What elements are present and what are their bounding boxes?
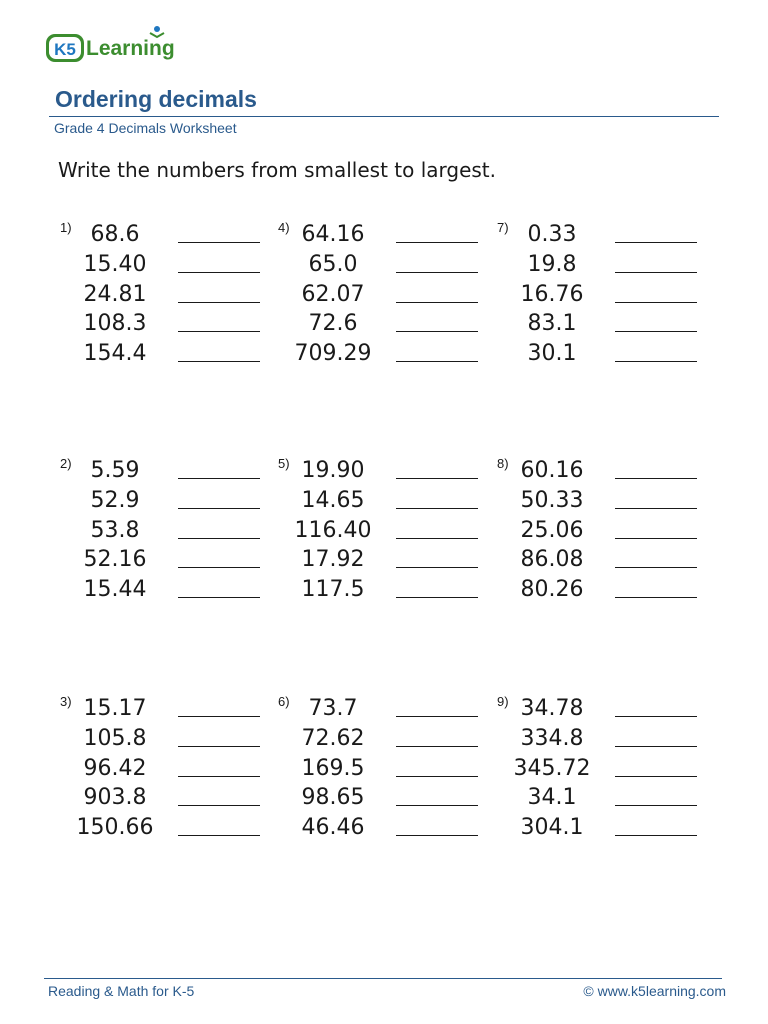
page-title: Ordering decimals xyxy=(55,86,257,112)
answer-blank[interactable] xyxy=(178,339,260,369)
answer-blank[interactable] xyxy=(615,545,697,575)
decimal-number: 34.1 xyxy=(527,785,577,811)
problem-number: 4) xyxy=(278,220,290,235)
answer-blanks xyxy=(615,220,697,369)
decimal-number: 903.8 xyxy=(83,785,147,811)
problem-number: 6) xyxy=(278,694,290,709)
answer-blank[interactable] xyxy=(178,516,260,546)
decimal-number: 169.5 xyxy=(301,755,365,781)
decimal-number: 86.08 xyxy=(520,547,584,573)
logo-figure-icon xyxy=(154,26,160,32)
answer-blanks xyxy=(396,456,478,605)
answer-blank[interactable] xyxy=(396,339,478,369)
decimal-number: 0.33 xyxy=(527,222,577,247)
number-list xyxy=(288,694,378,843)
decimal-number: 34.78 xyxy=(520,696,584,721)
problem-4 xyxy=(278,220,478,380)
decimal-number: 15.17 xyxy=(83,696,147,721)
decimal-number: 5.59 xyxy=(90,458,140,483)
answer-blank[interactable] xyxy=(615,694,697,724)
answer-blanks xyxy=(178,456,260,605)
decimal-number: 15.40 xyxy=(83,251,147,277)
decimal-number: 345.72 xyxy=(513,755,591,781)
decimal-number: 80.26 xyxy=(520,577,584,603)
problem-6 xyxy=(278,694,478,854)
footer-divider xyxy=(44,978,722,979)
answer-blank[interactable] xyxy=(396,516,478,546)
answer-blank[interactable] xyxy=(178,813,260,843)
answer-blank[interactable] xyxy=(396,309,478,339)
answer-blank[interactable] xyxy=(178,486,260,516)
answer-blanks xyxy=(396,220,478,369)
decimal-number: 52.16 xyxy=(83,547,147,573)
decimal-number: 117.5 xyxy=(301,577,365,603)
decimal-number: 72.62 xyxy=(301,725,365,751)
answer-blanks xyxy=(396,694,478,843)
answer-blank[interactable] xyxy=(396,486,478,516)
answer-blank[interactable] xyxy=(178,783,260,813)
answer-blank[interactable] xyxy=(396,575,478,605)
answer-blank[interactable] xyxy=(396,783,478,813)
answer-blank[interactable] xyxy=(396,280,478,310)
problem-number: 5) xyxy=(278,456,290,471)
answer-blank[interactable] xyxy=(615,575,697,605)
footer-tagline: Reading & Math for K-5 xyxy=(48,983,195,999)
number-list xyxy=(507,694,597,843)
answer-blank[interactable] xyxy=(615,516,697,546)
title-divider xyxy=(49,116,719,117)
decimal-number: 709.29 xyxy=(294,341,372,367)
answer-blank[interactable] xyxy=(615,309,697,339)
decimal-number: 62.07 xyxy=(301,281,365,307)
decimal-number: 50.33 xyxy=(520,487,584,513)
decimal-number: 83.1 xyxy=(527,311,577,337)
answer-blank[interactable] xyxy=(178,724,260,754)
answer-blank[interactable] xyxy=(615,339,697,369)
answer-blank[interactable] xyxy=(615,220,697,250)
answer-blank[interactable] xyxy=(615,456,697,486)
decimal-number: 16.76 xyxy=(520,281,584,307)
decimal-number: 53.8 xyxy=(90,517,140,543)
answer-blank[interactable] xyxy=(178,456,260,486)
problem-3 xyxy=(60,694,260,854)
k5-learning-logo-graphic xyxy=(44,24,204,68)
decimal-number: 334.8 xyxy=(520,725,584,751)
problem-number: 2) xyxy=(60,456,72,471)
decimal-number: 72.6 xyxy=(308,311,358,337)
problem-8 xyxy=(497,456,697,616)
answer-blank[interactable] xyxy=(178,250,260,280)
decimal-number: 14.65 xyxy=(301,487,365,513)
answer-blank[interactable] xyxy=(396,456,478,486)
number-list xyxy=(288,456,378,605)
answer-blank[interactable] xyxy=(396,220,478,250)
answer-blanks xyxy=(178,694,260,843)
decimal-number: 17.92 xyxy=(301,547,365,573)
answer-blank[interactable] xyxy=(178,280,260,310)
answer-blank[interactable] xyxy=(615,813,697,843)
answer-blank[interactable] xyxy=(615,783,697,813)
instructions: Write the numbers from smallest to largest. xyxy=(58,158,497,182)
answer-blank[interactable] xyxy=(615,280,697,310)
footer-website: © www.k5learning.com xyxy=(583,983,726,999)
k5-learning-logo xyxy=(44,24,204,68)
decimal-number: 19.90 xyxy=(301,458,365,483)
logo-learning-text: Learning xyxy=(86,37,175,60)
decimal-number: 19.8 xyxy=(527,251,577,277)
answer-blank[interactable] xyxy=(615,724,697,754)
worksheet-subtitle: Grade 4 Decimals Worksheet xyxy=(54,120,237,136)
number-list xyxy=(507,456,597,605)
decimal-number: 98.65 xyxy=(301,785,365,811)
answer-blank[interactable] xyxy=(178,220,260,250)
answer-blank[interactable] xyxy=(396,813,478,843)
decimal-number: 108.3 xyxy=(83,311,147,337)
decimal-number: 15.44 xyxy=(83,577,147,603)
problem-9 xyxy=(497,694,697,854)
answer-blank[interactable] xyxy=(178,754,260,784)
answer-blanks xyxy=(178,220,260,369)
decimal-number: 24.81 xyxy=(83,281,147,307)
problem-number: 9) xyxy=(497,694,509,709)
answer-blank[interactable] xyxy=(396,250,478,280)
decimal-number: 154.4 xyxy=(83,341,147,367)
number-list xyxy=(288,220,378,369)
problem-number: 1) xyxy=(60,220,72,235)
problem-number: 3) xyxy=(60,694,72,709)
decimal-number: 30.1 xyxy=(527,341,577,367)
decimal-number: 116.40 xyxy=(294,517,372,543)
decimal-number: 105.8 xyxy=(83,725,147,751)
problem-7 xyxy=(497,220,697,380)
number-list xyxy=(507,220,597,369)
answer-blanks xyxy=(615,694,697,843)
decimal-number: 65.0 xyxy=(308,251,358,277)
problem-1 xyxy=(60,220,260,380)
logo-k5-text: K5 xyxy=(54,40,76,59)
decimal-number: 25.06 xyxy=(520,517,584,543)
answer-blank[interactable] xyxy=(396,694,478,724)
decimal-number: 68.6 xyxy=(90,222,140,247)
answer-blank[interactable] xyxy=(396,754,478,784)
decimal-number: 73.7 xyxy=(308,696,358,721)
decimal-number: 96.42 xyxy=(83,755,147,781)
answer-blank[interactable] xyxy=(396,724,478,754)
number-list xyxy=(70,220,160,369)
answer-blank[interactable] xyxy=(178,309,260,339)
answer-blank[interactable] xyxy=(615,486,697,516)
decimal-number: 46.46 xyxy=(301,815,365,841)
problem-5 xyxy=(278,456,478,616)
answer-blank[interactable] xyxy=(396,545,478,575)
decimal-number: 304.1 xyxy=(520,815,584,841)
number-list xyxy=(70,456,160,605)
decimal-number: 52.9 xyxy=(90,487,140,513)
answer-blank[interactable] xyxy=(178,575,260,605)
answer-blank[interactable] xyxy=(178,694,260,724)
answer-blank[interactable] xyxy=(615,250,697,280)
number-list xyxy=(70,694,160,843)
answer-blank[interactable] xyxy=(178,545,260,575)
decimal-number: 60.16 xyxy=(520,458,584,483)
decimal-number: 150.66 xyxy=(76,815,154,841)
problem-number: 8) xyxy=(497,456,509,471)
decimal-number: 64.16 xyxy=(301,222,365,247)
problem-number: 7) xyxy=(497,220,509,235)
problem-2 xyxy=(60,456,260,616)
answer-blanks xyxy=(615,456,697,605)
answer-blank[interactable] xyxy=(615,754,697,784)
